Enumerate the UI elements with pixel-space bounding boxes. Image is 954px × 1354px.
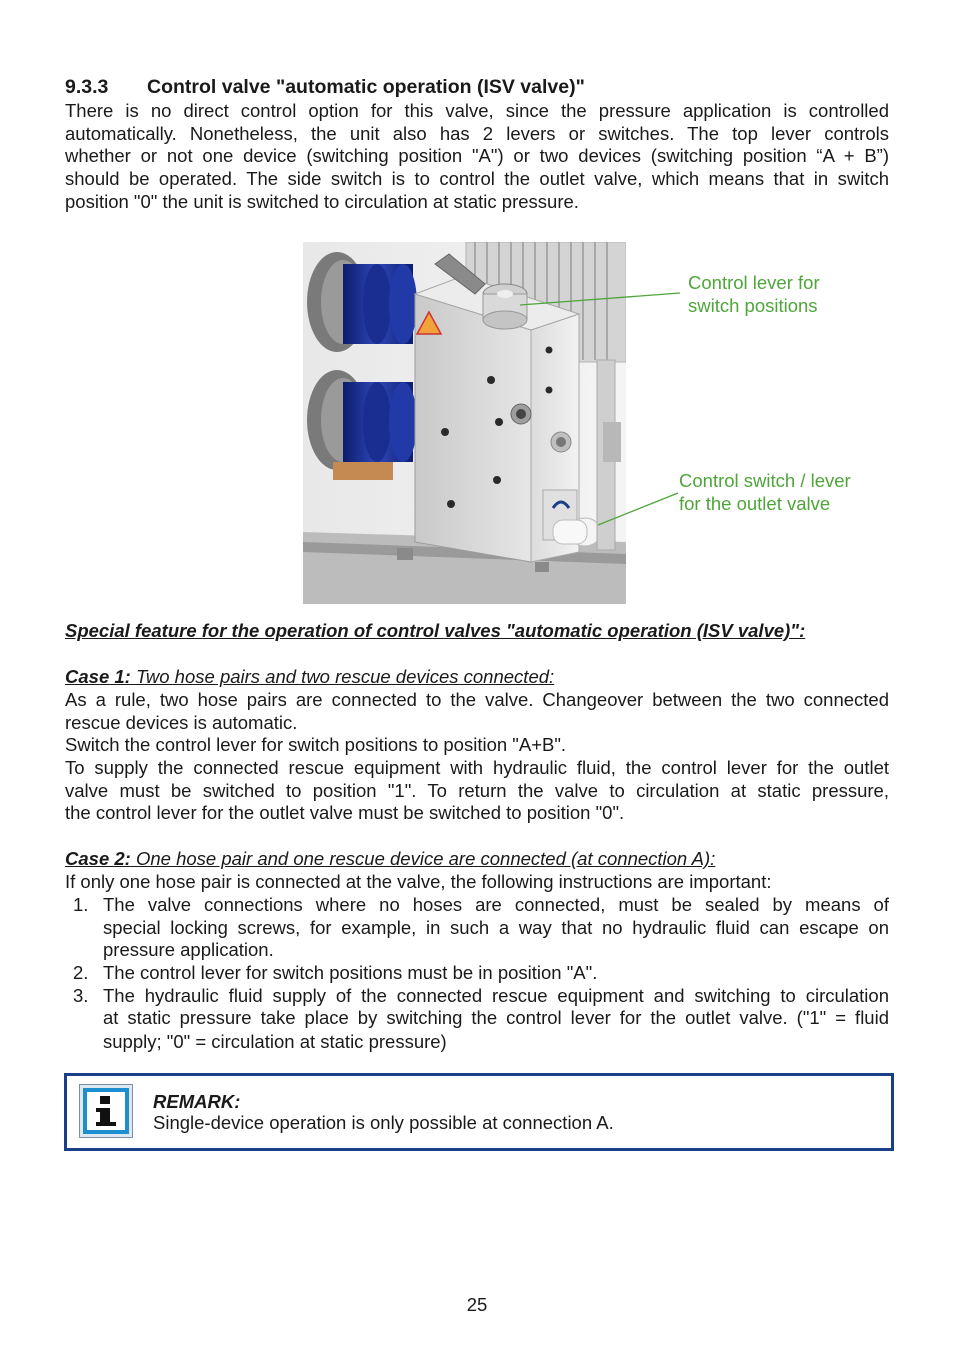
- case1-line: To supply the connected rescue equipment with hydraulic fluid, the control lever for the outlet: [65, 757, 889, 779]
- callout-outlet-switch: [679, 470, 851, 515]
- list-item-line: special locking screws, for example, in such a way that no hydraulic fluid can escape on: [103, 916, 889, 938]
- intro-line: should be operated. The side switch is to control the outlet valve, which means that in switch: [65, 168, 889, 190]
- list-item: [65, 985, 889, 1054]
- case1-label: Case 1:: [65, 666, 131, 687]
- list-item-line: supply; "0" = circulation at static pressure): [103, 1031, 447, 1053]
- intro-line: There is no direct control option for this valve, since the pressure application is controlled: [65, 100, 889, 121]
- info-icon: [79, 1084, 133, 1138]
- case1-line: valve must be switched to position "1". To return the valve to circulation at static pressure,: [65, 779, 889, 801]
- case1-line: Switch the control lever for switch positions to position "A+B".: [65, 734, 567, 756]
- list-item: [65, 894, 889, 962]
- list-item-line: pressure application.: [103, 939, 274, 961]
- case1-paragraph: [65, 689, 889, 825]
- list-item-line: The valve connections where no hoses are connected, must be sealed by means of: [103, 894, 889, 915]
- case2-title: One hose pair and one rescue device are connected (at connection A):: [130, 848, 716, 869]
- intro-line: position "0" the unit is switched to circulation at static pressure.: [65, 190, 579, 212]
- callout-control-lever: [688, 272, 820, 317]
- list-item-number: 1.: [73, 894, 89, 915]
- list-item-number: 2.: [73, 962, 89, 984]
- case2-label: Case 2:: [65, 848, 131, 869]
- callout-line: for the outlet valve: [679, 492, 831, 514]
- list-item-line: at static pressure take place by switching the control lever for the outlet valve. ("1" = fluid: [103, 1007, 889, 1029]
- list-item-line: The control lever for switch positions must be in position "A".: [103, 962, 598, 984]
- case2-instruction-list: [65, 894, 889, 1054]
- case2-intro: [65, 871, 889, 894]
- case1-line: rescue devices is automatic.: [65, 711, 298, 733]
- list-item-line: The hydraulic fluid supply of the connected rescue equipment and switching to circulation: [103, 984, 889, 1006]
- list-item: [65, 962, 889, 985]
- case2-heading: [65, 848, 715, 870]
- intro-line: whether or not one device (switching position "A") or two devices (switching position “A + B”): [65, 145, 889, 167]
- case1-line: the control lever for the outlet valve must be switched to position "0".: [65, 802, 625, 824]
- callout-line: Control switch / lever: [679, 470, 851, 491]
- section-number: 9.3.3: [65, 76, 109, 98]
- page-number: 25: [466, 1294, 488, 1315]
- section-title: Control valve "automatic operation (ISV valve)": [147, 76, 585, 98]
- case1-heading: [65, 666, 554, 688]
- callout-line: Control lever for: [688, 272, 820, 293]
- callout-line: switch positions: [688, 294, 818, 316]
- section-heading: [65, 76, 585, 99]
- case1-line: As a rule, two hose pairs are connected to the valve. Changeover between the two connected: [65, 689, 889, 710]
- case2-intro-line: If only one hose pair is connected at the valve, the following instructions are important:: [65, 871, 772, 892]
- remark-title: REMARK:: [153, 1091, 241, 1112]
- intro-paragraph: [65, 100, 889, 213]
- callout-leader-lines: [520, 285, 690, 530]
- remark-box: [64, 1073, 894, 1151]
- remark-text: Single-device operation is only possible at connection A.: [153, 1112, 614, 1133]
- case1-title: Two hose pairs and two rescue devices connected:: [130, 666, 555, 687]
- special-feature-heading: Special feature for the operation of control valves "automatic operation (ISV valve)":: [65, 620, 806, 641]
- list-item-number: 3.: [73, 984, 89, 1006]
- intro-line: automatically. Nonetheless, the unit also has 2 levers or switches. The top lever controls: [65, 122, 889, 144]
